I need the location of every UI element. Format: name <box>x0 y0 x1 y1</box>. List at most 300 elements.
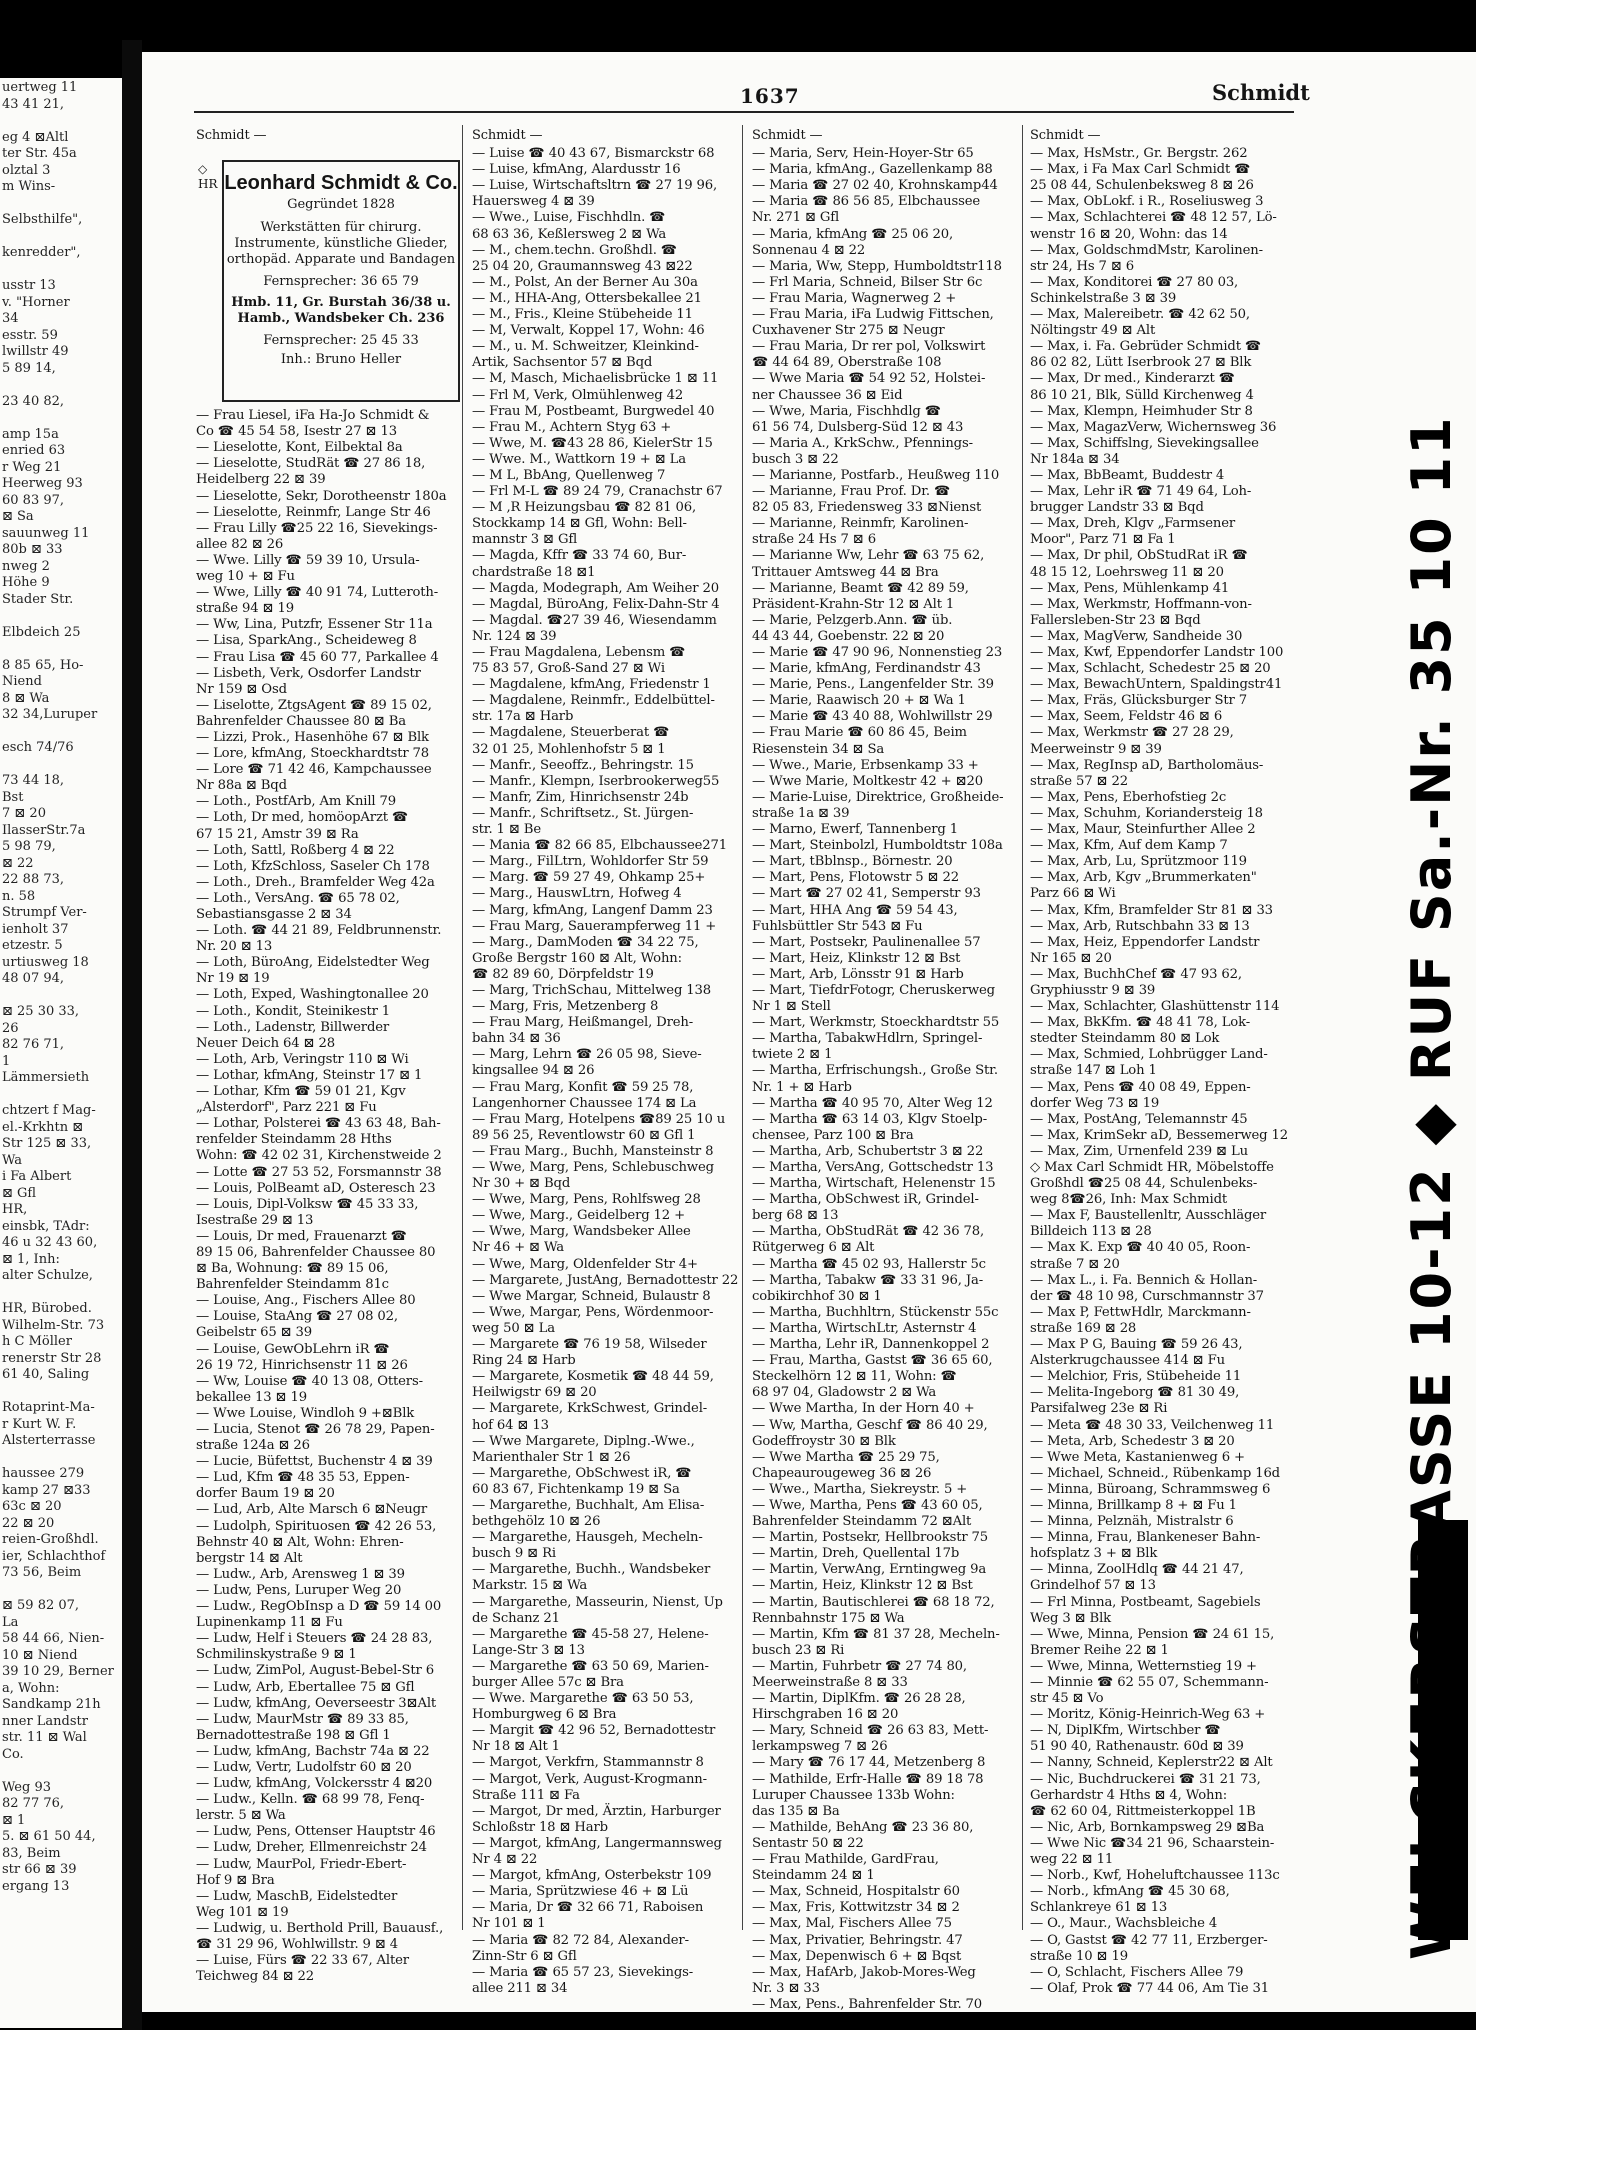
directory-entry-line: — Max, Privatier, Behringstr. 47 <box>752 1932 963 1948</box>
directory-entry-line: — Loth. ☎ 44 21 89, Feldbrunnenstr. <box>196 923 442 939</box>
directory-entry-line: Steckelhörn 12 ⊠ 11, Wohn: ☎ <box>752 1369 957 1385</box>
directory-entry-line: — M., Polst, An der Berner Au 30a <box>472 274 698 290</box>
header-rule <box>194 111 1294 113</box>
previous-page-line: 83, Beim <box>2 1845 61 1861</box>
directory-entry-line: — Louis, Dipl-Volksw ☎ 45 33 33, <box>196 1196 419 1212</box>
previous-page-line: ier, Schlachthof <box>2 1548 106 1564</box>
directory-entry-line: — Minna, Frau, Blankeneser Bahn- <box>1030 1530 1261 1546</box>
directory-entry-line: 68 97 04, Gladowstr 2 ⊠ Wa <box>752 1385 937 1401</box>
directory-entry-line: Teichweg 84 ⊠ 22 <box>196 1969 314 1985</box>
directory-entry-line: — Frau Lilly ☎25 22 16, Sievekings- <box>196 520 438 536</box>
directory-entry-line: chensee, Parz 100 ⊠ Bra <box>752 1127 914 1143</box>
previous-page-line: 61 40, Saling <box>2 1367 90 1382</box>
directory-entry-line: — Loth, Arb, Veringstr 110 ⊠ Wi <box>196 1051 409 1067</box>
directory-entry-line: — Wwe Louise, Windloh 9 +⊠Blk <box>196 1405 415 1421</box>
directory-entry-line: Cuxhavener Str 275 ⊠ Neugr <box>752 323 945 339</box>
directory-entry-line: — Marie, Pens., Langenfelder Str. 39 <box>752 677 994 693</box>
directory-entry-line: Grindelhof 57 ⊠ 13 <box>1030 1578 1156 1594</box>
directory-entry-line: — Mary ☎ 76 17 44, Metzenberg 8 <box>752 1755 986 1771</box>
directory-entry-line: — Martha, Erfrischungsh., Große Str. <box>752 1063 998 1079</box>
directory-entry-line: weg 22 ⊠ 11 <box>1030 1852 1114 1868</box>
directory-entry-line: — O., Maur., Wachsbleiche 4 <box>1030 1916 1218 1932</box>
directory-entry-line: Wohn: ☎ 42 02 31, Kirchenstweide 2 <box>196 1148 442 1164</box>
previous-page-line: Strumpf Ver- <box>2 905 87 920</box>
directory-entry-line: straße 24 Hs 7 ⊠ 6 <box>752 532 876 548</box>
directory-entry-line: weg 10 + ⊠ Fu <box>196 569 295 585</box>
previous-page-line: h C Möller <box>2 1334 72 1349</box>
directory-entry-line: Nr 165 ⊠ 20 <box>1030 950 1112 966</box>
previous-page-line: HR, <box>2 1202 28 1217</box>
directory-entry-line: — Manfr, Zim, Hinrichsenstr 24b <box>472 789 689 805</box>
previous-page-line: 73 44 18, <box>2 773 65 788</box>
directory-entry-line: — M, Masch, Michaelisbrücke 1 ⊠ 11 <box>472 371 719 387</box>
directory-entry-line: — Margit ☎ 42 96 52, Bernadottestr <box>472 1723 716 1739</box>
directory-entry-line: das 135 ⊠ Ba <box>752 1803 840 1819</box>
directory-entry-line: Schmilinskystraße 9 ⊠ 1 <box>196 1647 357 1663</box>
previous-page-line: ⊠ 1 <box>2 1812 26 1828</box>
directory-entry-line: Schloßstr 18 ⊠ Harb <box>472 1819 608 1835</box>
directory-entry-line: — Lore ☎ 71 42 46, Kampchaussee <box>196 762 432 778</box>
directory-entry-line: — N, DiplKfm, Wirtschber ☎ <box>1030 1723 1221 1739</box>
directory-entry-line: — Mart, Heiz, Klinkstr 12 ⊠ Bst <box>752 950 961 966</box>
previous-page-line: i Fa Albert <box>2 1169 72 1184</box>
book-gutter <box>122 40 142 2030</box>
directory-entry-line: — Ludw, Arb, Ebertallee 75 ⊠ Gfl <box>196 1679 415 1695</box>
directory-entry-line: Markstr. 15 ⊠ Wa <box>472 1578 588 1594</box>
directory-entry-line: — Max, BuchhChef ☎ 47 93 62, <box>1030 966 1242 982</box>
directory-entry-line: — Frl Minna, Postbeamt, Sagebiels <box>1030 1594 1261 1610</box>
directory-entry-line: Sebastiansgasse 2 ⊠ 34 <box>196 907 352 922</box>
previous-page-line: ⊠ 22 <box>2 855 34 871</box>
edge-stamp-text: WELCKERSTRASSE 10-12 ◆ RUF Sa.-Nr. 35 10 11 <box>1400 415 1463 1960</box>
previous-page-line: v. "Horner <box>2 294 70 310</box>
directory-entry-line: — Max, Schmied, Lohbrügger Land- <box>1030 1047 1268 1063</box>
directory-entry-line: ⊠ Ba, Wohnung: ☎ 89 15 06, <box>196 1261 389 1277</box>
directory-entry-line: — Maria A., KrkSchw., Pfennings- <box>752 435 973 451</box>
directory-entry-line: renfelder Steindamm 28 Hths <box>196 1132 392 1148</box>
directory-entry-line: — Max, Maur, Steinfurther Allee 2 <box>1030 822 1256 838</box>
directory-entry-line: 89 56 25, Reventlowstr 60 ⊠ Gfl 1 <box>472 1127 696 1143</box>
directory-entry-line: — Maria, Ww, Stepp, Humboldtstr118 <box>752 258 1002 274</box>
previous-page-edge <box>0 78 122 2028</box>
directory-entry-line: cobikirchhof 30 ⊠ 1 <box>752 1288 882 1304</box>
directory-entry-line: — Frau Magdalena, Lebensm ☎ <box>472 645 686 660</box>
directory-entry-line: Hof 9 ⊠ Bra <box>196 1872 275 1888</box>
directory-entry-line: — Max, Dr phil, ObStudRat iR ☎ <box>1030 548 1248 564</box>
previous-page-line: alter Schulze, <box>2 1268 93 1283</box>
directory-entry-line: — Olaf, Prok ☎ 77 44 06, Am Tie 31 <box>1030 1980 1270 1996</box>
directory-entry-line: bethgehölz 10 ⊠ 26 <box>472 1514 601 1530</box>
directory-entry-line: — Ludwig, u. Berthold Prill, Bauausf., <box>196 1920 444 1936</box>
directory-entry-line: — Liselotte, ZtgsAgent ☎ 89 15 02, <box>196 697 432 713</box>
directory-entry-line: Nr 88a ⊠ Bqd <box>196 778 287 794</box>
previous-page-line: IlasserStr.7a <box>2 822 86 838</box>
directory-entry-line: — Maria ☎ 27 02 40, Krohnskamp44 <box>752 178 998 194</box>
directory-entry-line: — Lieselotte, Kont, Eilbektal 8a <box>196 440 403 456</box>
directory-entry-line: — Mart, Postsekr, Paulinenallee 57 <box>752 934 981 950</box>
directory-entry-line: — Max, BbBeamt, Buddestr 4 <box>1030 467 1225 483</box>
directory-entry-line: Behnstr 40 ⊠ Alt, Wohn: Ehren- <box>196 1534 404 1550</box>
previous-page-line: HR, Bürobed. <box>2 1301 92 1316</box>
directory-entry-line: — Max, BkKfm. ☎ 48 41 78, Lok- <box>1030 1015 1251 1031</box>
previous-page-line: 82 76 71, <box>2 1037 65 1052</box>
directory-entry-line: — Wwe Margar, Schneid, Bulaustr 8 <box>472 1288 711 1304</box>
directory-entry-line: wenstr 16 ⊠ 20, Wohn: das 14 <box>1030 226 1228 242</box>
directory-entry-line: — Ludw, Pens, Luruper Weg 20 <box>196 1582 402 1598</box>
directory-entry-line: — Ludolph, Spirituosen ☎ 42 26 53, <box>196 1518 437 1534</box>
previous-page-line: 23 40 82, <box>2 393 65 409</box>
directory-entry-line: — Wwe Martha ☎ 25 29 75, <box>752 1449 940 1465</box>
directory-entry-line: ☎ 31 29 96, Wohlwillstr. 9 ⊠ 4 <box>196 1937 398 1952</box>
directory-entry-line: — Margarete, JustAng, Bernadottestr 22 <box>472 1272 739 1288</box>
directory-entry-line: — Wwe Marie, Moltkestr 42 + ⊠20 <box>752 773 984 789</box>
previous-page-line: 63c ⊠ 20 <box>2 1499 62 1514</box>
directory-entry-line: Bernadottestraße 198 ⊠ Gfl 1 <box>196 1727 391 1743</box>
directory-entry-line: — M ,R Heizungsbau ☎ 82 81 06, <box>472 500 697 516</box>
previous-page-line: ⊠ Gfl <box>2 1185 37 1201</box>
directory-entry-line: — Marg., FilLtrn, Wohldorfer Str 59 <box>472 854 709 870</box>
directory-entry-line: Langenhorner Chaussee 174 ⊠ La <box>472 1095 697 1111</box>
directory-entry-line: ☎ 44 64 89, Oberstraße 108 <box>752 355 942 371</box>
previous-page-line: kamp 27 ⊠33 <box>2 1482 91 1498</box>
directory-entry-line: — Luise, Wirtschaftsltrn ☎ 27 19 96, <box>472 178 718 194</box>
directory-entry-line: — Margarethe, ObSchwest iR, ☎ <box>472 1465 692 1481</box>
directory-entry-line: — Lore, kfmAng, Stoeckhardtstr 78 <box>196 746 430 762</box>
directory-entry-line: — Max, Schlachterei ☎ 48 12 57, Lö- <box>1030 210 1277 226</box>
directory-entry-line: — Martha ☎ 40 95 70, Alter Weg 12 <box>752 1095 993 1111</box>
directory-entry-line: Bremer Reihe 22 ⊠ 1 <box>1030 1642 1169 1658</box>
directory-entry-line: straße 124a ⊠ 26 <box>196 1438 310 1454</box>
directory-entry-line: 26 19 72, Hinrichsenstr 11 ⊠ 26 <box>196 1357 408 1373</box>
directory-entry-line: — Martha, Lehr iR, Dannenkoppel 2 <box>752 1337 990 1353</box>
directory-entry-line: Nr. 20 ⊠ 13 <box>196 939 273 955</box>
directory-entry-line: Parsifalweg 23e ⊠ Ri <box>1030 1401 1168 1417</box>
directory-entry-line: — Margot, kfmAng, Langermannsweg <box>472 1835 722 1851</box>
directory-entry-line: — Minna, Brillkamp 8 + ⊠ Fu 1 <box>1030 1497 1237 1513</box>
previous-page-line: ⊠ 25 30 33, <box>2 1004 80 1019</box>
directory-entry-line: — Lothar, kfmAng, Steinstr 17 ⊠ 1 <box>196 1067 423 1083</box>
previous-page-line: Sandkamp 21h <box>2 1697 101 1712</box>
directory-entry-line: Fallersleben-Str 23 ⊠ Bqd <box>1030 612 1201 628</box>
directory-entry-line: — Marianne, Postfarb., Heußweg 110 <box>752 467 1000 483</box>
directory-entry-line: Große Bergstr 160 ⊠ Alt, Wohn: <box>472 950 682 966</box>
directory-entry-line: — Melchior, Fris, Stübeheide 11 <box>1030 1369 1242 1385</box>
directory-entry-line: — Martin, Kfm ☎ 81 37 28, Mecheln- <box>752 1626 1000 1642</box>
directory-entry-line: — Margarethe, Hausgeh, Mecheln- <box>472 1530 703 1546</box>
previous-page-line: r Kurt W. F. <box>2 1416 77 1432</box>
directory-entry-line: — M L, BbAng, Quellenweg 7 <box>472 467 666 483</box>
directory-entry-line: — Martin, Bautischlerei ☎ 68 18 72, <box>752 1594 995 1610</box>
directory-entry-line: — Michael, Schneid., Rübenkamp 16d <box>1030 1465 1280 1481</box>
directory-entry-line: 25 08 44, Schulenbeksweg 8 ⊠ 26 <box>1030 178 1254 194</box>
directory-entry-line: — Max, Kwf, Eppendorfer Landstr 100 <box>1030 645 1284 660</box>
directory-entry-line: str. 1 ⊠ Be <box>472 822 541 838</box>
directory-entry-line: — Max L., i. Fa. Bennich & Hollan- <box>1030 1272 1258 1288</box>
directory-entry-line: — Wwe Margarete, Diplng.-Wwe., <box>472 1433 695 1449</box>
directory-entry-line: — Mania ☎ 82 66 85, Elbchaussee271 <box>472 838 727 854</box>
directory-entry-line: — Marianne, Reinmfr, Karolinen- <box>752 516 969 532</box>
directory-entry-line: — Max, Kfm, Auf dem Kamp 7 <box>1030 838 1228 854</box>
previous-page-line: uertweg 11 <box>2 80 78 95</box>
directory-entry-line: — Loth., Ladenstr, Billwerder <box>196 1019 390 1035</box>
ad-phone-1: Fernsprecher: 36 65 79 <box>263 274 419 289</box>
directory-entry-line: str 45 ⊠ Vo <box>1030 1691 1104 1707</box>
directory-entry-line: — Max, Malereibetr. ☎ 42 62 50, <box>1030 307 1250 323</box>
directory-entry-line: — Frau Liesel, iFa Ha-Jo Schmidt & <box>196 408 430 424</box>
directory-entry-line: — Wwe, Marg, Pens, Schlebuschweg <box>472 1160 714 1175</box>
ad-address: Hmb. 11, Gr. Burstah 36/38 u. Hamb., Wandsbeker Ch. 236 <box>231 295 451 326</box>
directory-entry-line: — Frau Maria, iFa Ludwig Fittschen, <box>752 307 994 323</box>
directory-entry-line: — Maria ☎ 65 57 23, Sievekings- <box>472 1964 694 1980</box>
directory-entry-line: Nr 30 + ⊠ Bqd <box>472 1176 571 1192</box>
directory-entry-line: — Louis, Dr med, Frauenarzt ☎ <box>196 1228 407 1244</box>
directory-entry-line: — Wwe., Marie, Erbsenkamp 33 + <box>752 757 979 773</box>
directory-entry-line: — Wwe Nic ☎34 21 96, Schaarstein- <box>1030 1835 1275 1851</box>
directory-entry-line: Nr. 3 ⊠ 33 <box>752 1980 820 1996</box>
directory-entry-line: Godeffroystr 30 ⊠ Blk <box>752 1433 896 1449</box>
directory-entry-line: — Frau M., Achtern Styg 63 + <box>472 419 672 435</box>
directory-entry-line: — Max F, Baustellenltr, Ausschläger <box>1030 1208 1267 1224</box>
directory-entry-line: — Frau Marg, Hotelpens ☎89 25 10 u <box>472 1111 726 1127</box>
previous-page-line: 58 44 66, Nien- <box>2 1631 105 1646</box>
column-head: Schmidt — <box>472 128 543 143</box>
directory-entry-line: — Mart, Arb, Lönsstr 91 ⊠ Harb <box>752 966 964 982</box>
directory-entry-line: — Norb., Kwf, Hoheluftchaussee 113c <box>1030 1868 1280 1884</box>
directory-entry-line: — Luise, kfmAng, Alardusstr 16 <box>472 162 681 178</box>
previous-page-line: 26 <box>2 1020 19 1036</box>
directory-entry-line: 86 02 82, Lütt Iserbrook 27 ⊠ Blk <box>1030 355 1252 371</box>
directory-entry-line: — M., HHA-Ang, Ottersbekallee 21 <box>472 290 702 306</box>
directory-entry-line: — Wwe, M. ☎43 28 86, KielerStr 15 <box>472 435 713 451</box>
directory-entry-line: — Marie, kfmAng, Ferdinandstr 43 <box>752 661 981 677</box>
directory-entry-line: Nr 101 ⊠ 1 <box>472 1916 546 1932</box>
previous-page-line: renerstr Str 28 <box>2 1350 102 1366</box>
directory-entry-line: Sonnenau 4 ⊠ 22 <box>752 242 866 258</box>
directory-entry-line: — Max, Zim, Urnenfeld 239 ⊠ Lu <box>1030 1143 1248 1159</box>
directory-entry-line: Hauersweg 4 ⊠ 39 <box>472 194 595 210</box>
directory-entry-line: chardstraße 18 ⊠1 <box>472 564 596 580</box>
directory-entry-line: — Lotte ☎ 27 53 52, Forsmannstr 38 <box>196 1164 442 1180</box>
previous-page-line: ⊠ 59 82 07, <box>2 1598 80 1613</box>
directory-entry-line: — Wwe, Minna, Pension ☎ 24 61 15, <box>1030 1626 1275 1642</box>
previous-page-line: olztal 3 <box>2 162 51 178</box>
directory-entry-line: — Max, Schlacht, Schedestr 25 ⊠ 20 <box>1030 661 1271 677</box>
directory-column-2 <box>472 128 744 1996</box>
directory-entry-line: — Martha, WirtschLtr, Asternstr 4 <box>752 1320 977 1336</box>
ad-diamond-mark <box>198 162 218 192</box>
previous-page-line: enried 63 <box>2 443 66 458</box>
directory-entry-line: Nr 18 ⊠ Alt 1 <box>472 1739 560 1755</box>
directory-entry-line: Neuer Deich 64 ⊠ 28 <box>196 1035 335 1051</box>
directory-entry-line: — Loth., PostfArb, Am Knill 79 <box>196 794 397 810</box>
directory-entry-line: — Martha, Tabakw ☎ 33 31 96, Ja- <box>752 1272 984 1288</box>
directory-entry-line: — Ludw., RegObInsp a D ☎ 59 14 00 <box>196 1599 442 1615</box>
directory-entry-line: — Loth, BüroAng, Eidelstedter Weg <box>196 955 430 971</box>
directory-entry-line: — Martha ☎ 63 14 03, Klgv Stoelp- <box>752 1111 988 1127</box>
directory-entry-line: — Mart, HHA Ang ☎ 59 54 43, <box>752 902 958 918</box>
directory-entry-line: — Margarete, KrkSchwest, Grindel- <box>472 1401 708 1417</box>
previous-page-line: 39 10 29, Berner <box>2 1664 114 1679</box>
previous-page-line: sauunweg 11 <box>2 525 90 541</box>
directory-entry-line: — Moritz, König-Heinrich-Weg 63 + <box>1030 1707 1266 1723</box>
directory-entry-line: Heilwigstr 69 ⊠ 20 <box>472 1385 597 1401</box>
directory-entry-line: — Ludw, MaurMstr ☎ 89 33 85, <box>196 1711 409 1727</box>
directory-entry-line: — Wwe., Luise, Fischhdln. ☎ <box>472 210 666 226</box>
directory-entry-line: — Ludw., Kelln. ☎ 68 99 78, Fenq- <box>196 1792 425 1808</box>
directory-entry-line: Weg 3 ⊠ Blk <box>1030 1610 1111 1626</box>
previous-page-line: kenredder", <box>2 245 81 260</box>
directory-entry-line: — Nic, Buchdruckerei ☎ 31 21 73, <box>1030 1771 1261 1787</box>
directory-entry-line: — Wwe, Marg, Wandsbeker Allee <box>472 1224 691 1240</box>
directory-entry-line: 67 15 21, Amstr 39 ⊠ Ra <box>196 826 359 842</box>
previous-page-line: esstr. 59 <box>2 327 58 343</box>
previous-page-line: 1 <box>2 1053 11 1069</box>
directory-entry-line: — Magdalene, Steuerberat ☎ <box>472 725 670 741</box>
directory-entry-line: — Marg, kfmAng, Langenf Damm 23 <box>472 902 713 918</box>
directory-entry-line: — Frl M, Verk, Olmühlenweg 42 <box>472 387 684 403</box>
directory-entry-line: — Max, Schiffslng, Sievekingsallee <box>1030 435 1259 451</box>
previous-page-line: Wilhelm-Str. 73 <box>2 1317 105 1333</box>
directory-entry-line: — Wwe, Minna, Wetternstieg 19 + <box>1030 1658 1257 1674</box>
directory-entry-line: 89 15 06, Bahrenfelder Chaussee 80 <box>196 1244 436 1260</box>
directory-entry-line: — Frau Maria, Wagnerweg 2 + <box>752 290 957 306</box>
directory-entry-line: de Schanz 21 <box>472 1610 560 1626</box>
directory-entry-line: — Max, Arb, Kgv „Brummerkaten" <box>1030 870 1257 886</box>
directory-entry-line: Stockkamp 14 ⊠ Gfl, Wohn: Bell- <box>472 516 687 532</box>
directory-entry-line: — Ludw, ZimPol, August-Bebel-Str 6 <box>196 1663 434 1679</box>
directory-entry-line: — Max, Pens., Bahrenfelder Str. 70 <box>752 1996 983 2012</box>
previous-page-line: 8 ⊠ Wa <box>2 690 50 706</box>
directory-entry-line: Bahrenfelder Steindamm 81c <box>196 1277 389 1293</box>
directory-entry-line: — Louise, Ang., Fischers Allee 80 <box>196 1293 416 1309</box>
directory-entry-line: Trittauer Amtsweg 44 ⊠ Bra <box>752 564 939 580</box>
column-head: Schmidt — <box>752 128 823 143</box>
directory-entry-line: Moor", Parz 71 ⊠ Fa 1 <box>1030 532 1176 548</box>
directory-entry-line: stedter Steindamm 80 ⊠ Lok <box>1030 1031 1220 1047</box>
directory-entry-line: — Ludw, Dreher, Ellmenreichstr 24 <box>196 1840 427 1856</box>
ad-founded: Gegründet 1828 <box>287 197 395 212</box>
directory-entry-line: twiete 2 ⊠ 1 <box>752 1047 833 1063</box>
ad-phone-2: Fernsprecher: 25 45 33 <box>263 333 419 348</box>
directory-entry-line: — Magdalene, Reinmfr., Eddelbüttel- <box>472 693 715 709</box>
directory-entry-line: — Margot, Dr med, Ärztin, Harburger <box>472 1803 721 1819</box>
previous-page-line: lwillstr 49 <box>2 344 69 359</box>
directory-entry-line: — Lieselotte, Sekr, Dorotheenstr 180a <box>196 488 447 504</box>
previous-page-line: str 66 ⊠ 39 <box>2 1862 77 1877</box>
directory-entry-line: — Nanny, Schneid, Keplerstr22 ⊠ Alt <box>1030 1755 1273 1771</box>
directory-entry-line: berg 68 ⊠ 13 <box>752 1208 839 1224</box>
directory-entry-line: Bahrenfelder Steindamm 72 ⊠Alt <box>752 1514 972 1530</box>
directory-entry-line: — Max, Dr med., Kinderarzt ☎ <box>1030 371 1235 387</box>
directory-entry-line: Straße 111 ⊠ Fa <box>472 1787 580 1803</box>
previous-page-line: eg 4 ⊠Altl <box>2 129 69 145</box>
directory-entry-line: straße 147 ⊠ Loh 1 <box>1030 1063 1157 1079</box>
directory-entry-line: — Martin, VerwAng, Erntingweg 9a <box>752 1562 987 1578</box>
directory-entry-line: — Max, Heiz, Eppendorfer Landstr <box>1030 934 1260 950</box>
directory-entry-line: — Lisa, SparkAng., Scheideweg 8 <box>196 633 417 649</box>
directory-entry-line: — Wwe. Lilly ☎ 59 39 10, Ursula- <box>196 552 420 568</box>
previous-page-line: etzestr. 5 <box>2 938 63 953</box>
directory-entry-line: burger Allee 57c ⊠ Bra <box>472 1675 624 1690</box>
directory-entry-line: Nr. 124 ⊠ 39 <box>472 628 557 644</box>
directory-entry-line: — Mart, Steinbolzl, Humboldtstr 108a <box>752 838 1003 854</box>
directory-entry-line: — Margarete, Kosmetik ☎ 48 44 59, <box>472 1369 714 1385</box>
directory-entry-line: — Wwe, Lilly ☎ 40 91 74, Lutteroth- <box>196 585 439 601</box>
previous-page-line: ergang 13 <box>2 1878 70 1894</box>
directory-entry-line: Nr. 1 + ⊠ Harb <box>752 1079 852 1095</box>
directory-entry-line: — Max, RegInsp aD, Bartholomäus- <box>1030 757 1264 773</box>
directory-entry-line: — Frau Marg., Buchh, Mansteinstr 8 <box>472 1143 714 1159</box>
directory-entry-line: Lupinenkamp 11 ⊠ Fu <box>196 1615 343 1631</box>
directory-entry-line: Zinn-Str 6 ⊠ Gfl <box>472 1948 577 1964</box>
directory-entry-line: Nr 19 ⊠ 19 <box>196 971 270 987</box>
directory-entry-line: — Luise ☎ 40 43 67, Bismarckstr 68 <box>472 146 715 162</box>
directory-entry-line: — M, Verwalt, Koppel 17, Wohn: 46 <box>472 323 705 339</box>
directory-entry-line: — Max, ObLokf. i R., Roseliusweg 3 <box>1030 194 1264 210</box>
previous-page-line: 5. ⊠ 61 50 44, <box>2 1829 96 1844</box>
directory-entry-line: — Magdal. ☎27 39 46, Wiesendamm <box>472 612 717 628</box>
directory-entry-line: — Margarethe, Buchhalt, Am Elisa- <box>472 1497 705 1513</box>
directory-entry-line: — Max, Lehr iR ☎ 71 49 64, Loh- <box>1030 484 1252 500</box>
directory-entry-line: weg 8☎26, Inh: Max Schmidt <box>1030 1192 1228 1208</box>
directory-entry-line: Fuhlsbüttler Str 543 ⊠ Fu <box>752 918 923 934</box>
previous-page-line: 32 34,Luruper <box>2 707 98 722</box>
directory-entry-line: — Max P, FettwHdlr, Marckmann- <box>1030 1304 1251 1320</box>
directory-entry-line: — Magdal, BüroAng, Felix-Dahn-Str 4 <box>472 596 720 612</box>
directory-entry-line: — Max, Depenwisch 6 + ⊠ Bqst <box>752 1948 962 1964</box>
directory-entry-line: — M., Fris., Kleine Stübeheide 11 <box>472 307 693 323</box>
directory-entry-line: — Max, GoldschmdMstr, Karolinen- <box>1030 242 1263 258</box>
previous-page-line: a, Wohn: <box>2 1680 60 1696</box>
directory-entry-line: — Lisbeth, Verk, Osdorfer Landstr <box>196 665 421 681</box>
directory-entry-line: — Loth, Exped, Washingtonallee 20 <box>196 987 429 1003</box>
directory-entry-line: — Max, MagVerw, Sandheide 30 <box>1030 628 1243 644</box>
previous-page-line: 46 u 32 43 60, <box>2 1235 98 1250</box>
directory-entry-line: — Marg. ☎ 59 27 49, Ohkamp 25+ <box>472 870 706 886</box>
directory-column-3 <box>752 128 1024 2012</box>
column-head: Schmidt — <box>196 128 267 143</box>
directory-entry-line: — Loth., Kondit, Steinikestr 1 <box>196 1003 391 1019</box>
directory-entry-line: Artik, Sachsentor 57 ⊠ Bqd <box>472 355 653 371</box>
directory-entry-line: Schlankreye 61 ⊠ 13 <box>1030 1900 1168 1916</box>
directory-entry-line: — Margarethe, Masseurin, Nienst, Up <box>472 1594 723 1610</box>
directory-entry-line: str 24, Hs 7 ⊠ 6 <box>1030 258 1135 274</box>
previous-page-line: Niend <box>2 674 42 689</box>
directory-entry-line: straße 10 ⊠ 19 <box>1030 1948 1128 1964</box>
directory-entry-line: — Ludw, kfmAng, Bachstr 74a ⊠ 22 <box>196 1743 430 1759</box>
directory-entry-line: — Margarethe, Buchh., Wandsbeker <box>472 1562 711 1578</box>
directory-entry-line: — Maria, Serv, Hein-Hoyer-Str 65 <box>752 146 974 162</box>
directory-entry-line: — Minna, Pelznäh, Mistralstr 6 <box>1030 1514 1234 1530</box>
directory-entry-line: — Loth, KfzSchloss, Saseler Ch 178 <box>196 858 430 874</box>
previous-page-line: Alsterterrasse <box>2 1433 96 1448</box>
directory-entry-line: Marienthaler Str 1 ⊠ 26 <box>472 1449 631 1465</box>
directory-entry-line: Rütgerweg 6 ⊠ Alt <box>752 1240 875 1256</box>
previous-page-line: 34 <box>2 311 19 326</box>
directory-entry-line: 61 56 74, Dulsberg-Süd 12 ⊠ 43 <box>752 419 964 435</box>
directory-entry-line: — Martha, Arb, Schubertstr 3 ⊠ 22 <box>752 1143 984 1159</box>
directory-entry-line: — Max, BewachUntern, Spaldingstr41 <box>1030 677 1283 693</box>
directory-entry-line: Homburgweg 6 ⊠ Bra <box>472 1707 617 1723</box>
directory-entry-line: — Maria ☎ 86 56 85, Elbchaussee <box>752 194 981 210</box>
directory-entry-line: — Maria, kfmAng ☎ 25 06 20, <box>752 226 954 242</box>
directory-entry-line: — Marianne, Frau Prof. Dr. ☎ <box>752 484 951 500</box>
directory-entry-line: — Ludw, Vertr, Ludolfstr 60 ⊠ 20 <box>196 1759 412 1775</box>
directory-entry-line: — Margot, Verkfrn, Stammannstr 8 <box>472 1755 704 1771</box>
directory-entry-line: — Marg, TrichSchau, Mittelweg 138 <box>472 982 712 998</box>
directory-entry-line: — Max, Werkmstr ☎ 27 28 29, <box>1030 725 1234 741</box>
directory-entry-line: — Meta, Arb, Schedestr 3 ⊠ 20 <box>1030 1433 1235 1449</box>
